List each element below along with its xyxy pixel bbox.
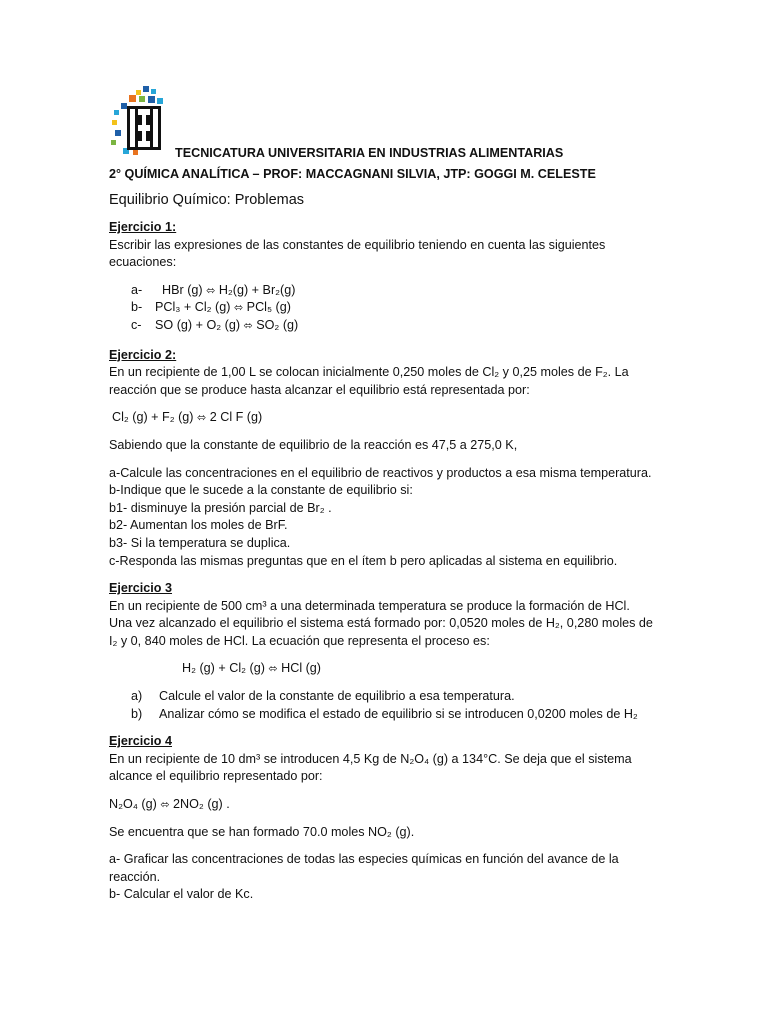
list-item: b) Analizar cómo se modifica el estado de equilibrio si se introducen 0,0200 moles de H₂ [131,706,638,721]
ex2-item-b: b-Indique que le sucede a la constante de equilibrio si: [109,483,413,498]
ex3-item-list [109,688,654,723]
ex4-item-b: b- Calcular el valor de Kc. [109,887,254,902]
ex2-equation: Cl₂ (g) + F₂ (g) ⬄ 2 Cl F (g) [112,410,263,425]
ex4-paragraph: En un recipiente de 10 dm³ se introducen 4,5 Kg de N₂O₄ (g) a 134°C. Se deja que el sistema alcance el equilibrio representado por: [109,751,632,784]
ex2-item-b3: b3- Si la temperatura se duplica. [109,535,291,550]
institution-title: TECNICATURA UNIVERSITARIA EN INDUSTRIAS ALIMENTARIAS [175,146,564,160]
document-body [109,219,654,904]
ex2-item-c: c-Responda las mismas preguntas que en el ítem b pero aplicadas al sistema en equilibrio. [109,553,618,568]
list-item: b- PCl₃ + Cl₂ (g) ⬄ PCl₅ (g) [131,300,291,315]
ex3-paragraph: En un recipiente de 500 cm³ a una determinada temperatura se produce la formación de HCl. Una vez alcanzado el equilibrio el sistema está formado por: 0,0520 moles de H₂, 0,280 moles de I₂ y 0, 840 moles de HCl. La ecuación que representa el proceso es: [109,598,653,648]
ex4-heading: Ejercicio 4 [109,734,173,749]
ex3-heading: Ejercicio 3 [109,581,173,596]
list-item: a) Calcule el valor de la constante de equilibrio a esa temperatura. [131,689,515,704]
ex4-item-a: a- Graficar las concentraciones de todas las especies químicas en función del avance de la reacción. [109,852,619,884]
ex2-item-b2: b2- Aumentan los moles de BrF. [109,518,288,533]
ex4-equation: N₂O₄ (g) ⬄ 2NO₂ (g) . [109,797,230,812]
ex2-item-a: a-Calcule las concentraciones en el equilibrio de reactivos y productos a esa misma temperatura. [109,465,652,480]
course-title: 2° QUÍMICA ANALÍTICA – PROF: MACCAGNANI SILVIA, JTP: GOGGI M. CELESTE [109,167,596,181]
ex1-heading: Ejercicio 1: [109,220,177,234]
ex3-equation: H₂ (g) + Cl₂ (g) ⬄ HCl (g) [182,661,322,676]
page-title: Equilibrio Químico: Problemas [109,192,305,208]
ex4-result-text: Se encuentra que se han formado 70.0 moles NO₂ (g). [109,824,415,839]
ex2-item-b1: b1- disminuye la presión parcial de Br₂ . [109,500,332,515]
ex2-constant-text: Sabiendo que la constante de equilibrio de la reacción es 47,5 a 275,0 K, [109,437,518,452]
ex2-paragraph: En un recipiente de 1,00 L se colocan inicialmente 0,250 moles de Cl₂ y 0,25 moles de F₂. La reacción que se produce hasta alcanzar el equilibrio está representada por: [109,365,629,397]
ex1-equation-list [109,282,654,335]
ex2-heading: Ejercicio 2: [109,347,177,362]
list-item: a- HBr (g) ⬄ H₂(g) + Br₂(g) [131,282,296,297]
ex1-intro: Escribir las expresiones de las constantes de equilibrio teniendo en cuenta las siguientes ecuaciones: [109,237,606,270]
university-logo [109,86,167,156]
list-item: c- SO (g) + O₂ (g) ⬄ SO₂ (g) [131,317,299,332]
